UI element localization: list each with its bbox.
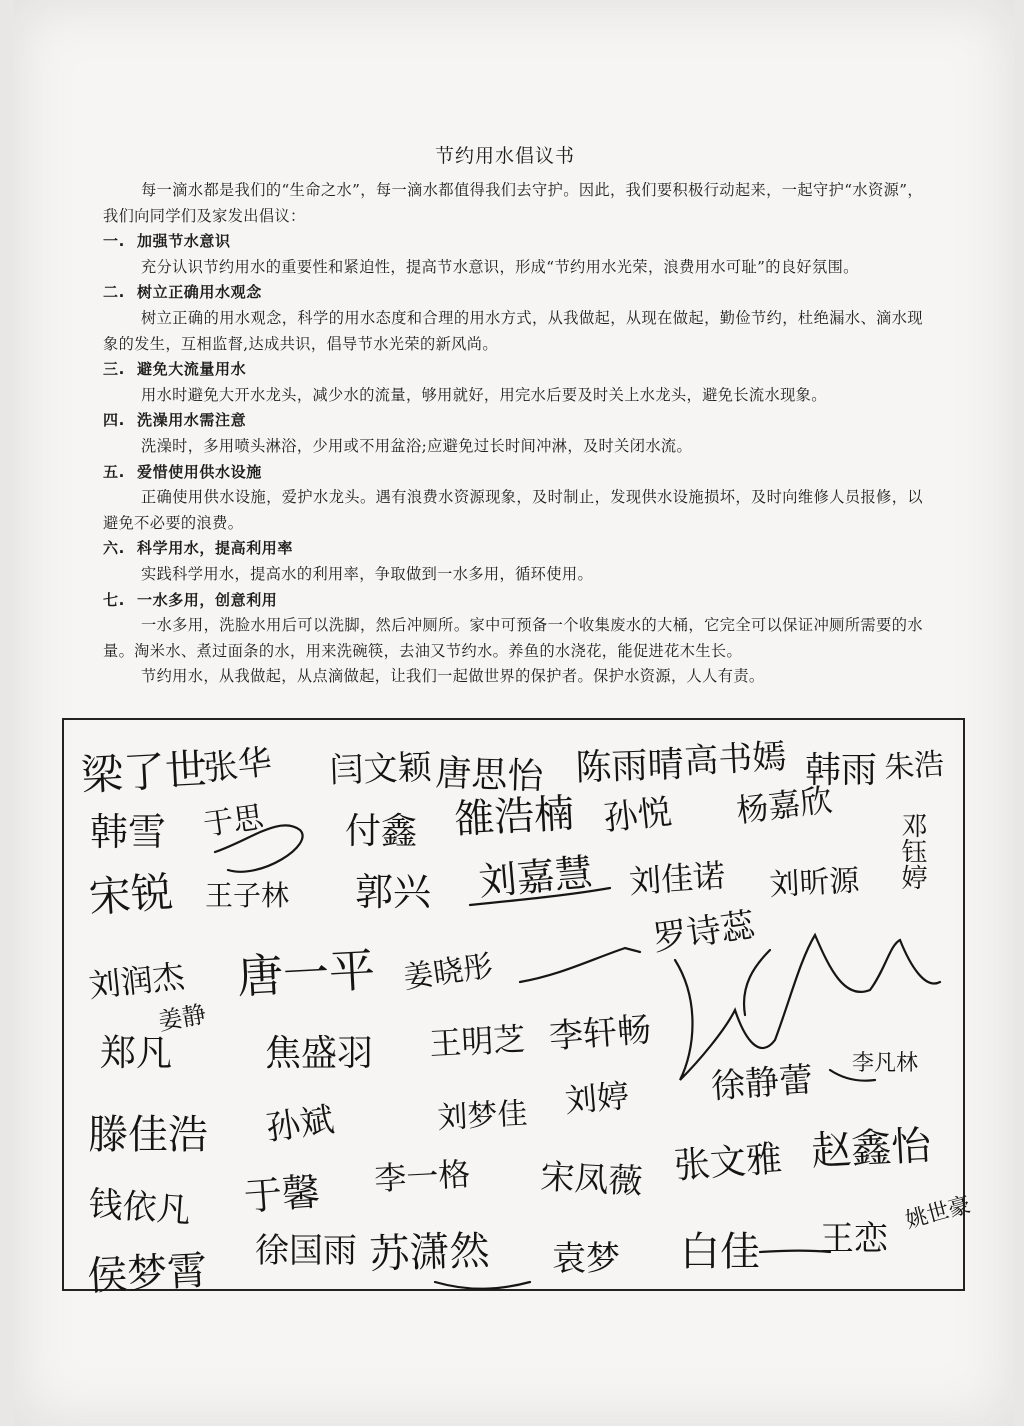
- signature: 白佳: [680, 1229, 760, 1275]
- signature: 刘婷: [563, 1076, 631, 1120]
- section-number: 二.: [103, 283, 125, 302]
- section-number: 一.: [103, 232, 125, 251]
- signature: 朱浩: [883, 746, 946, 786]
- section-number: 六.: [103, 539, 125, 558]
- signature: 郭兴: [355, 870, 432, 914]
- signature: 侯梦霄: [86, 1247, 209, 1300]
- signature: 徐静蕾: [709, 1059, 815, 1107]
- signature: 唐一平: [235, 942, 377, 1004]
- signature: 陈雨晴: [574, 744, 685, 789]
- section-number: 四.: [103, 411, 125, 430]
- signature: 韩雪: [90, 810, 167, 854]
- signature: 姜晓彤: [401, 948, 496, 996]
- closing-paragraph: 节约用水，从我做起，从点滴做起，让我们一起做世界的保护者。保护水资源，人人有责。: [141, 667, 765, 686]
- document-title: 节约用水倡议书: [434, 145, 575, 167]
- section-title: 爱惜使用供水设施: [137, 462, 262, 481]
- signature: 于思: [201, 799, 266, 843]
- signature: 钱依凡: [87, 1184, 192, 1232]
- signature: 姚世豪: [903, 1192, 974, 1234]
- section-heading-2: [103, 280, 923, 306]
- signature: 刘梦佳: [436, 1096, 529, 1136]
- signature: 罗诗蕊: [650, 905, 758, 959]
- section-heading-1: [103, 229, 923, 255]
- document-body: [103, 178, 923, 690]
- signature: 赵鑫怡: [810, 1122, 933, 1175]
- section-body-2: 树立正确的用水观念，科学的用水态度和合理的用水方式，从我做起，从现在做起，勤俭节约，杜绝漏水、滴水现象的发生，互相监督,达成共识，倡导节水光荣的新风尚。: [103, 308, 923, 353]
- signature: 韩雨: [805, 750, 878, 791]
- section-title: 洗澡用水需注意: [137, 411, 247, 430]
- signature: 焦盛羽: [265, 1033, 374, 1074]
- signature-box: [62, 718, 965, 1291]
- signature: 刘佳诺: [627, 856, 727, 901]
- section-body-3: 用水时避免大开水龙头，减少水的流量，够用就好，用完水后要及时关上水龙头，避免长流水现象。: [141, 385, 827, 404]
- signature: 李凡林: [852, 1051, 919, 1076]
- section-body-5: 正确使用供水设施，爱护水龙头。遇有浪费水资源现象，及时制止，发现供水设施损坏，及时向维修人员报修，以避免不必要的浪费。: [103, 488, 923, 532]
- signature: 付鑫: [345, 811, 418, 852]
- signature: 姜静: [156, 999, 209, 1036]
- section-heading-4: [103, 408, 923, 434]
- signature: 张华: [201, 742, 274, 789]
- section-heading-7: [103, 588, 923, 614]
- signature: 刘嘉慧: [476, 850, 595, 904]
- signature: 高书嫣: [683, 736, 788, 782]
- signature: 王恋: [820, 1219, 888, 1259]
- section-heading-3: [103, 357, 923, 383]
- signature: 雒浩楠: [453, 790, 576, 843]
- signature: 袁梦: [552, 1239, 620, 1279]
- section-body-1: 充分认识节约用水的重要性和紧迫性，提高节水意识，形成“节约用水光荣，浪费用水可耻”的良好氛围。: [141, 257, 859, 276]
- section-number: 五.: [103, 462, 125, 481]
- section-number: 三.: [103, 360, 125, 379]
- signature: 宋凤薇: [539, 1157, 644, 1203]
- section-title: 树立正确用水观念: [137, 283, 262, 302]
- signature: 张文雅: [672, 1138, 784, 1187]
- signature: 苏潇然: [368, 1227, 491, 1278]
- signature: 刘昕源: [768, 863, 861, 903]
- signature: 刘润杰: [86, 957, 187, 1005]
- signature: 郑凡: [100, 1033, 173, 1074]
- signature: 闫文颖: [328, 747, 433, 791]
- signature: 邓钰婷: [897, 812, 927, 890]
- signature: 唐思怡: [434, 753, 545, 798]
- section-body-4: 洗澡时，多用喷头淋浴，少用或不用盆浴;应避免过长时间冲淋，及时关闭水流。: [141, 436, 693, 455]
- signature: 王子林: [205, 879, 290, 912]
- signature: 李一格: [373, 1155, 472, 1198]
- signature: 李轩畅: [547, 1009, 653, 1057]
- signature: 宋锐: [87, 867, 175, 922]
- signature: 梁了世: [79, 744, 209, 800]
- signature: 于馨: [242, 1169, 322, 1219]
- signature: 滕佳浩: [88, 1112, 208, 1158]
- section-title: 一水多用，创意利用: [137, 590, 278, 609]
- section-number: 七.: [103, 590, 125, 609]
- section-title: 科学用水，提高利用率: [137, 539, 294, 558]
- signature: 徐国雨: [255, 1231, 357, 1271]
- signature: 杨嘉欣: [734, 780, 835, 830]
- section-body-7: 一水多用，洗脸水用后可以洗脚，然后冲厕所。家中可预备一个收集废水的大桶，它完全可以保证冲厕所需要的水量。淘米水、煮过面条的水，用来洗碗筷，去油又节约水。养鱼的水浇花，能促进花木生长。: [103, 616, 923, 660]
- section-title: 避免大流量用水: [137, 360, 247, 379]
- intro-paragraph: 每一滴水都是我们的“生命之水”，每一滴水都值得我们去守护。因此，我们要积极行动起来，一起守护“水资源”，我们向同学们及家发出倡议：: [103, 181, 923, 225]
- section-body-6: 实践科学用水，提高水的利用率，争取做到一水多用，循环使用。: [141, 564, 594, 583]
- signature: 王明芝: [428, 1020, 527, 1063]
- signature: 孙悦: [601, 792, 674, 839]
- section-heading-6: [103, 536, 923, 562]
- signature: 孙斌: [263, 1099, 337, 1149]
- section-title: 加强节水意识: [137, 232, 231, 251]
- section-heading-5: [103, 460, 923, 486]
